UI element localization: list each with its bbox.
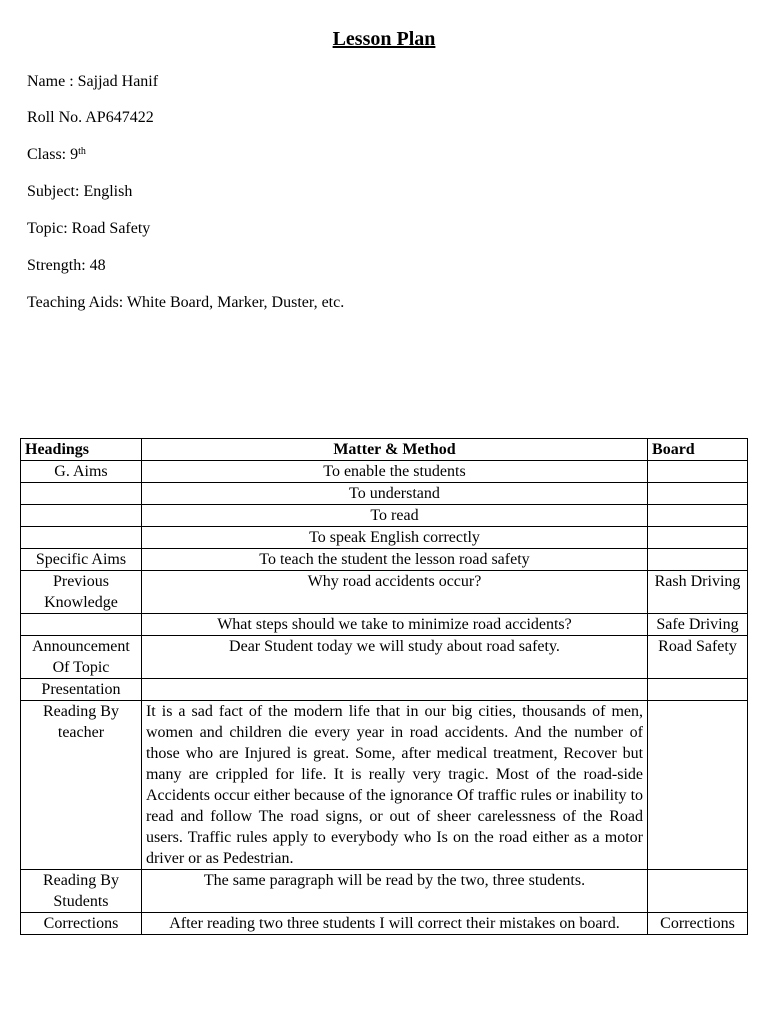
header-headings: Headings (21, 439, 142, 461)
table-row (21, 527, 748, 549)
row-heading (21, 505, 142, 527)
row-board (648, 679, 748, 701)
table-row (21, 913, 748, 935)
row-board (648, 549, 748, 571)
row-board: Rash Driving (648, 571, 748, 614)
page-title: Lesson Plan (332, 28, 436, 50)
row-heading: G. Aims (21, 461, 142, 483)
row-matter: To read (141, 505, 647, 527)
subject-line: Subject: English (27, 183, 133, 200)
table-row (21, 549, 748, 571)
row-heading (21, 614, 142, 636)
table-row (21, 483, 748, 505)
student-name: Name : Sajjad Hanif (27, 73, 159, 90)
row-board: Corrections (648, 913, 748, 935)
row-heading: Presentation (21, 679, 142, 701)
header-matter-method: Matter & Method (141, 439, 647, 461)
table-row (21, 636, 748, 679)
table-row (21, 461, 748, 483)
header-board: Board (648, 439, 748, 461)
row-heading (21, 483, 142, 505)
row-matter: To enable the students (141, 461, 647, 483)
row-board (648, 483, 748, 505)
strength-line: Strength: 48 (27, 257, 106, 274)
row-heading (21, 527, 142, 549)
class-superscript: th (78, 146, 86, 157)
table-header-row (21, 439, 748, 461)
row-board (648, 505, 748, 527)
row-matter (141, 679, 647, 701)
row-heading: Previous Knowledge (21, 571, 142, 614)
row-board (648, 527, 748, 549)
row-heading: Reading By Students (21, 870, 142, 913)
roll-number: Roll No. AP647422 (27, 109, 154, 126)
row-board (648, 870, 748, 913)
row-board: Road Safety (648, 636, 748, 679)
row-matter: Dear Student today we will study about road safety. (141, 636, 647, 679)
table-row (21, 870, 748, 913)
table-row (21, 571, 748, 614)
table-row (21, 679, 748, 701)
row-matter: To understand (141, 483, 647, 505)
row-matter: It is a sad fact of the modern life that in our big cities, thousands of men, women and children die every year in road accidents. And the number of those who are Injured is great. Some, after medical treatment, Recover but many are crippled for life. It is really very tragic. Most of the road-side Accidents occur either because of the ignorance Of traffic rules or inability to read and follow The road signs, or out of sheer carelessness of the Road users. Traffic rules apply to everybody who Is on the road either as a motor driver or as Pedestrian. (141, 701, 647, 870)
row-heading: Corrections (21, 913, 142, 935)
row-matter: After reading two three students I will correct their mistakes on board. (141, 913, 647, 935)
table-row (21, 614, 748, 636)
row-matter: To speak English correctly (141, 527, 647, 549)
row-matter: What steps should we take to minimize road accidents? (141, 614, 647, 636)
teaching-aids-line: Teaching Aids: White Board, Marker, Duster, etc. (27, 294, 345, 311)
lesson-plan-table (20, 438, 748, 935)
table-row (21, 701, 748, 870)
class-label: Class: 9 (27, 146, 79, 163)
row-board: Safe Driving (648, 614, 748, 636)
row-board (648, 461, 748, 483)
row-heading: Announcement Of Topic (21, 636, 142, 679)
table-row (21, 505, 748, 527)
row-heading: Reading By teacher (21, 701, 142, 870)
row-matter: The same paragraph will be read by the two, three students. (141, 870, 647, 913)
row-board (648, 701, 748, 870)
row-matter: To teach the student the lesson road safety (141, 549, 647, 571)
class-line (27, 145, 86, 165)
row-matter: Why road accidents occur? (141, 571, 647, 614)
topic-line: Topic: Road Safety (27, 220, 151, 237)
row-heading: Specific Aims (21, 549, 142, 571)
